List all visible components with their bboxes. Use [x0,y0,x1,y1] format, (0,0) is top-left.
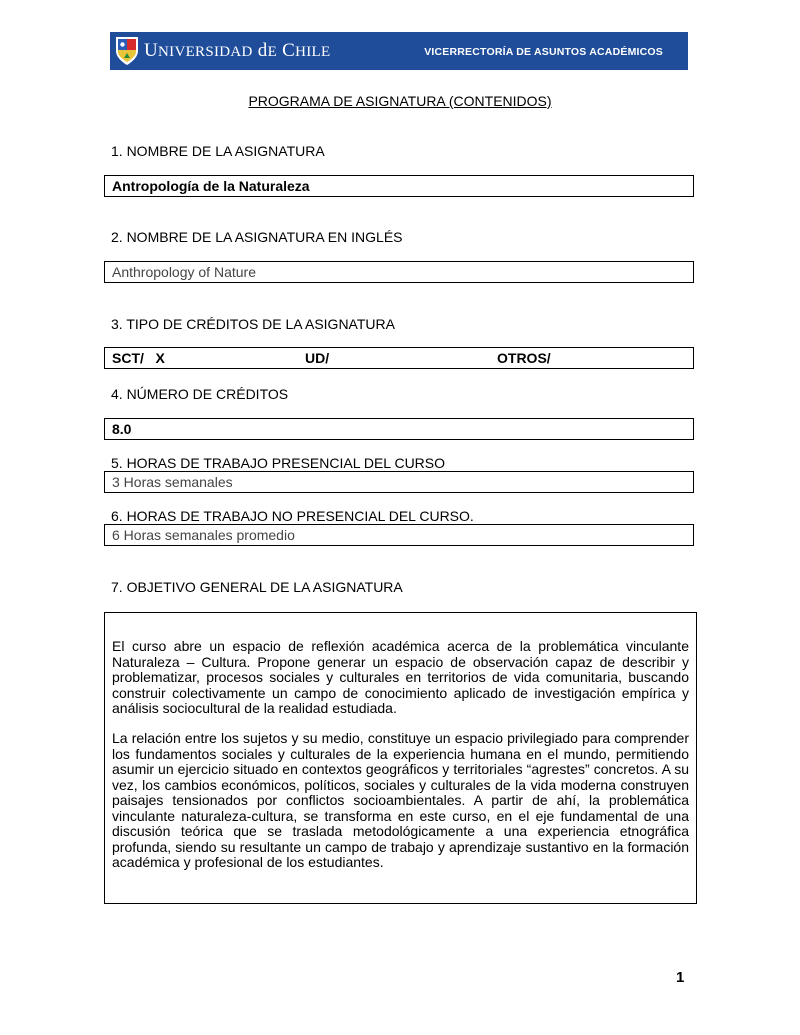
header-banner [110,32,688,70]
section-6-box [104,524,694,546]
objective-paragraph-2: La relación entre los sujetos y su medio, constituye un espacio privilegiado para comprender los fundamentos sociales y culturales de la experiencia humana en el mundo, permitiendo asumir un ejercicio situado en contextos geográficos y territoriales “agrestes” concretos. A su vez, los cambios económicos, políticos, sociales y culturales de la vida moderna construyen paisajes tensionados por conflictos socioambientales. A partir de ahí, la problemática vinculante naturaleza-cultura, se transforma en este curso, en el eje fundamental de una discusión teórica que se traslada metodológicamente a una experiencia etnográfica profunda, siendo su resultante un campo de trabajo y aprendizaje sustantivo en la formación académica y profesional de los estudiantes. [112,730,689,870]
section-5-box [104,471,694,493]
section-1-box [104,175,694,197]
non-presencial-hours-value: 6 Horas semanales promedio [112,527,295,543]
section-1-heading: 1. NOMBRE DE LA ASIGNATURA [111,143,325,159]
credits-number-value: 8.0 [112,421,132,437]
credit-ud: UD/ [305,350,330,366]
vicerrectoria-label: VICERRECTORÍA DE ASUNTOS ACADÉMICOS [424,46,663,58]
credit-sct: SCT/ X [112,350,165,366]
section-3-heading: 3. TIPO DE CRÉDITOS DE LA ASIGNATURA [111,316,395,332]
objective-box [104,612,697,904]
credit-otros: OTROS/ [497,350,551,366]
section-7-heading: 7. OBJETIVO GENERAL DE LA ASIGNATURA [111,579,403,595]
section-3-box [104,347,694,369]
section-6-heading: 6. HORAS DE TRABAJO NO PRESENCIAL DEL CURSO. [111,508,474,524]
section-5-heading: 5. HORAS DE TRABAJO PRESENCIAL DEL CURSO [111,455,446,471]
section-2-heading: 2. NOMBRE DE LA ASIGNATURA EN INGLÉS [111,229,403,245]
section-4-heading: 4. NÚMERO DE CRÉDITOS [111,386,289,402]
page-number: 1 [676,969,685,986]
course-name-english-value: Anthropology of Nature [112,264,256,280]
section-2-box [104,261,694,283]
university-crest-icon [114,35,140,67]
university-name: UNIVERSIDAD dE CHILE [144,40,331,61]
document-title: PROGRAMA DE ASIGNATURA (CONTENIDOS) [248,93,552,109]
presencial-hours-value: 3 Horas semanales [112,474,233,490]
objective-paragraph-1: El curso abre un espacio de reflexión académica acerca de la problemática vinculante Naturaleza – Cultura. Propone generar un espacio de observación capaz de describir y problematizar, procesos sociales y culturales en territorios de vida comunitaria, buscando construir colectivamente un campo de conocimiento aplicado de investigación empírica y análisis sociocultural de la realidad estudiada. [112,638,689,716]
section-4-box [104,418,694,440]
course-name-value: Antropología de la Naturaleza [112,178,310,194]
